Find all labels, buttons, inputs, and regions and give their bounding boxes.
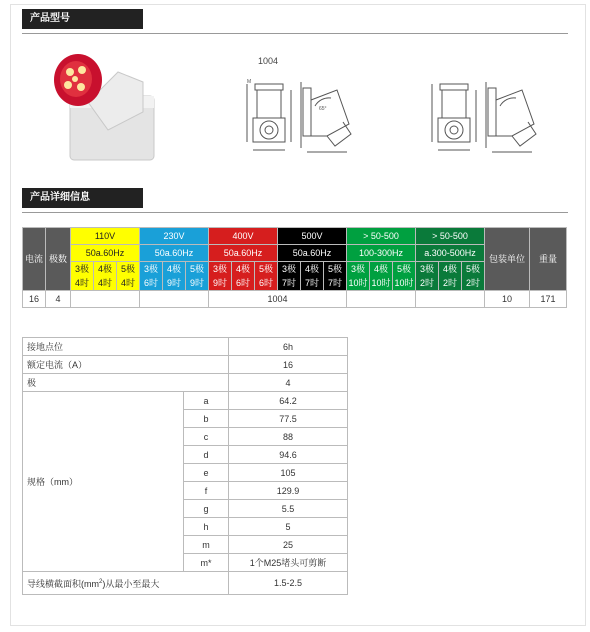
pole-cell: 5极 10时 — [393, 262, 416, 291]
size-key: g — [184, 500, 229, 518]
ground-label: 接地点位 — [23, 338, 229, 356]
pole-label: 极 — [23, 374, 229, 392]
param-table — [22, 337, 348, 595]
row-cell-range-2 — [416, 291, 485, 308]
svg-text:M: M — [247, 79, 252, 85]
pole-cell: 5极 4时 — [117, 262, 140, 291]
freq-230: 50a.60Hz — [140, 245, 209, 262]
size-key: f — [184, 482, 229, 500]
col-pack-header: 包装单位 — [485, 228, 530, 291]
row-weight: 171 — [530, 291, 567, 308]
pole-cell: 3极 7时 — [278, 262, 301, 291]
row-cell-range-1 — [347, 291, 416, 308]
size-label: 规格（mm） — [23, 392, 184, 572]
voltage-500: 500V — [278, 228, 347, 245]
col-weight-header: 重量 — [530, 228, 567, 291]
pole-cell: 4极 4时 — [94, 262, 117, 291]
freq-110: 50a.60Hz — [71, 245, 140, 262]
voltage-230: 230V — [140, 228, 209, 245]
size-key: m* — [184, 554, 229, 572]
pole-cell: 4极 2时 — [439, 262, 462, 291]
wire-value: 1.5-2.5 — [229, 572, 348, 595]
size-key: h — [184, 518, 229, 536]
col-current-header: 电流 — [23, 228, 46, 291]
spec-table — [22, 227, 567, 308]
freq-500: 50a.60Hz — [278, 245, 347, 262]
pole-cell: 3极 10时 — [347, 262, 370, 291]
freq-range-2: a.300-500Hz — [416, 245, 485, 262]
section-divider — [22, 33, 568, 34]
size-value: 5 — [229, 518, 348, 536]
pole-cell: 5极 7时 — [324, 262, 347, 291]
pole-cell: 5极 2时 — [462, 262, 485, 291]
size-value: 94.6 — [229, 446, 348, 464]
technical-drawing-side-2 — [482, 78, 542, 158]
row-model: 1004 — [209, 291, 347, 308]
wire-label: 导线横截面积$(mm^2)$从最小至最大 — [23, 572, 229, 595]
technical-drawing-side — [297, 78, 357, 158]
size-key: e — [184, 464, 229, 482]
size-value: 129.9 — [229, 482, 348, 500]
section-title-details: 产品详细信息 — [22, 188, 143, 208]
rated-label: 额定电流（A） — [23, 356, 229, 374]
model-number-label: 1004 — [258, 56, 279, 66]
row-cell-230 — [140, 291, 209, 308]
section-title-model: 产品型号 — [22, 9, 143, 29]
freq-400: 50a.60Hz — [209, 245, 278, 262]
voltage-110: 110V — [71, 228, 140, 245]
col-poles-header: 极数 — [46, 228, 71, 291]
product-photo — [48, 52, 158, 164]
size-value: 77.5 — [229, 410, 348, 428]
size-value: 64.2 — [229, 392, 348, 410]
pole-cell: 3极 6时 — [140, 262, 163, 291]
svg-text:65°: 65° — [319, 106, 327, 112]
size-value: 88 — [229, 428, 348, 446]
pole-cell: 4极 10时 — [370, 262, 393, 291]
pole-cell: 5极 6时 — [255, 262, 278, 291]
size-key: c — [184, 428, 229, 446]
freq-range-1: 100-300Hz — [347, 245, 416, 262]
size-key: a — [184, 392, 229, 410]
ground-value: 6h — [229, 338, 348, 356]
size-key: b — [184, 410, 229, 428]
section-divider-2 — [22, 212, 568, 213]
row-cell-110 — [71, 291, 140, 308]
row-current: 16 — [23, 291, 46, 308]
row-poles: 4 — [46, 291, 71, 308]
pole-cell: 3极 2时 — [416, 262, 439, 291]
pole-cell: 5极 9时 — [186, 262, 209, 291]
voltage-range-1: > 50-500 — [347, 228, 416, 245]
voltage-range-2: > 50-500 — [416, 228, 485, 245]
pole-cell: 3极 9时 — [209, 262, 232, 291]
size-value: 1个M25堵头可剪断 — [229, 554, 348, 572]
pole-value: 4 — [229, 374, 348, 392]
size-value: 105 — [229, 464, 348, 482]
pole-cell: 4极 7时 — [301, 262, 324, 291]
size-value: 25 — [229, 536, 348, 554]
pole-cell: 4极 6时 — [232, 262, 255, 291]
technical-drawing-front-2 — [430, 78, 478, 158]
size-value: 5.5 — [229, 500, 348, 518]
row-pack: 10 — [485, 291, 530, 308]
pole-cell: 4极 9时 — [163, 262, 186, 291]
voltage-400: 400V — [209, 228, 278, 245]
pole-cell: 3极 4时 — [71, 262, 94, 291]
technical-drawing-front — [245, 78, 293, 158]
rated-value: 16 — [229, 356, 348, 374]
size-key: m — [184, 536, 229, 554]
size-key: d — [184, 446, 229, 464]
